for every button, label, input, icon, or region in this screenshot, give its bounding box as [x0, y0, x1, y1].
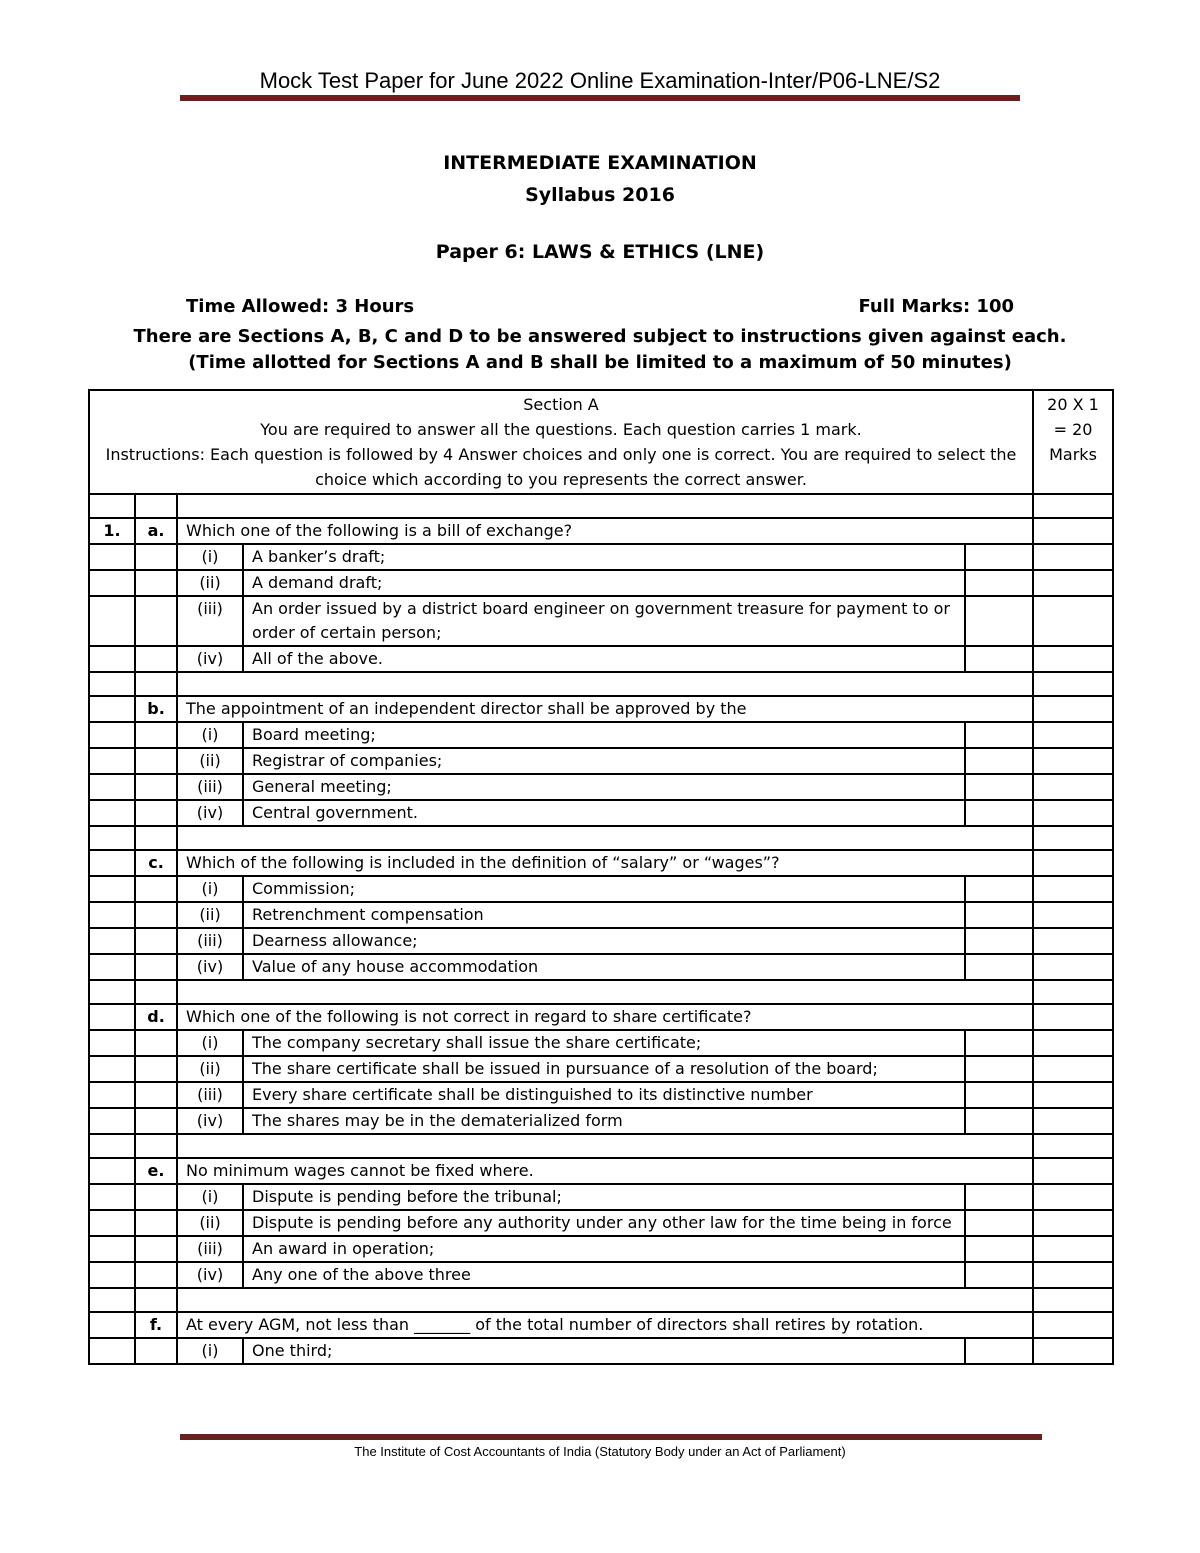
table-cell: [1033, 1288, 1113, 1312]
option-number: (i): [177, 544, 243, 570]
table-cell: [89, 800, 135, 826]
option-text: An award in operation;: [243, 1236, 965, 1262]
table-cell: [177, 672, 1033, 696]
answer-cell: [965, 1262, 1033, 1288]
option-row: [89, 646, 1113, 672]
spacer-row: [89, 826, 1113, 850]
option-text: Commission;: [243, 876, 965, 902]
table-cell: [135, 672, 177, 696]
option-number: (i): [177, 722, 243, 748]
option-row: [89, 1030, 1113, 1056]
question-label: f.: [135, 1312, 177, 1338]
table-cell: [1033, 1056, 1113, 1082]
section-header-row: [89, 390, 1113, 494]
table-cell: [89, 1108, 135, 1134]
option-number: (i): [177, 876, 243, 902]
option-number: (i): [177, 1338, 243, 1364]
table-cell: [135, 1082, 177, 1108]
table-cell: [89, 902, 135, 928]
answer-cell: [965, 596, 1033, 646]
option-text: An order issued by a district board engineer on government treasure for payment to or order of certain person;: [243, 596, 965, 646]
table-cell: [135, 800, 177, 826]
question-table: [88, 389, 1114, 1365]
table-cell: [89, 1338, 135, 1364]
exam-title: INTERMEDIATE EXAMINATION: [443, 152, 757, 174]
table-cell: [89, 544, 135, 570]
footer-text: The Institute of Cost Accountants of India (Statutory Body under an Act of Parliament): [354, 1444, 846, 1459]
question-row: [89, 1312, 1113, 1338]
table-cell: [89, 1056, 135, 1082]
table-cell: [1033, 826, 1113, 850]
table-cell: [1033, 954, 1113, 980]
marks-line1: 20 X 1: [1047, 395, 1099, 414]
table-cell: [1033, 902, 1113, 928]
option-row: [89, 1338, 1113, 1364]
question-text: No minimum wages cannot be fixed where.: [177, 1158, 1033, 1184]
table-cell: [135, 1134, 177, 1158]
option-number: (iv): [177, 954, 243, 980]
table-cell: [1033, 646, 1113, 672]
option-number: (iv): [177, 1262, 243, 1288]
option-text: Every share certificate shall be distinguished to its distinctive number: [243, 1082, 965, 1108]
option-number: (iii): [177, 1082, 243, 1108]
table-cell: [1033, 722, 1113, 748]
table-cell: [1033, 1184, 1113, 1210]
answer-cell: [965, 1082, 1033, 1108]
section-line2: Instructions: Each question is followed by 4 Answer choices and only one is correct. You are required to select the choice which according to you represents the correct answer.: [105, 445, 1017, 489]
section-line1: You are required to answer all the questions. Each question carries 1 mark.: [260, 420, 862, 439]
spacer-row: [89, 672, 1113, 696]
spacer-row: [89, 1288, 1113, 1312]
option-text: Any one of the above three: [243, 1262, 965, 1288]
question-number: [89, 1004, 135, 1030]
table-cell: [89, 1210, 135, 1236]
option-row: [89, 800, 1113, 826]
table-cell: [89, 1288, 135, 1312]
option-text: Board meeting;: [243, 722, 965, 748]
table-cell: [135, 774, 177, 800]
table-cell: [89, 980, 135, 1004]
table-cell: [89, 876, 135, 902]
option-number: (iv): [177, 800, 243, 826]
table-cell: [89, 1262, 135, 1288]
table-cell: [89, 646, 135, 672]
section-title: Section A: [523, 395, 599, 414]
header-rule: [180, 95, 1020, 101]
answer-cell: [965, 800, 1033, 826]
option-row: [89, 748, 1113, 774]
answer-cell: [965, 722, 1033, 748]
option-number: (ii): [177, 748, 243, 774]
question-number: 1.: [89, 518, 135, 544]
answer-cell: [965, 646, 1033, 672]
option-number: (ii): [177, 1056, 243, 1082]
table-cell: [135, 596, 177, 646]
table-cell: [1033, 494, 1113, 518]
table-cell: [1033, 1210, 1113, 1236]
option-row: [89, 570, 1113, 596]
table-cell: [89, 1030, 135, 1056]
table-cell: [1033, 696, 1113, 722]
table-cell: [89, 1184, 135, 1210]
option-number: (ii): [177, 570, 243, 596]
table-cell: [1033, 1338, 1113, 1364]
table-cell: [135, 1184, 177, 1210]
option-row: [89, 1184, 1113, 1210]
spacer-row: [89, 980, 1113, 1004]
table-cell: [1033, 1030, 1113, 1056]
question-label: b.: [135, 696, 177, 722]
option-number: (i): [177, 1184, 243, 1210]
answer-cell: [965, 1210, 1033, 1236]
question-number: [89, 850, 135, 876]
option-row: [89, 1236, 1113, 1262]
answer-cell: [965, 1184, 1033, 1210]
option-number: (iii): [177, 928, 243, 954]
table-cell: [89, 722, 135, 748]
question-text: At every AGM, not less than _______ of the total number of directors shall retires by rotation.: [177, 1312, 1033, 1338]
option-text: Dearness allowance;: [243, 928, 965, 954]
table-cell: [89, 494, 135, 518]
marks-line3: Marks: [1049, 445, 1097, 464]
table-cell: [1033, 570, 1113, 596]
option-row: [89, 544, 1113, 570]
table-cell: [89, 954, 135, 980]
table-cell: [1033, 544, 1113, 570]
table-cell: [177, 980, 1033, 1004]
table-cell: [135, 876, 177, 902]
table-cell: [177, 494, 1033, 518]
table-cell: [1033, 1004, 1113, 1030]
page-header-title: Mock Test Paper for June 2022 Online Examination-Inter/P06-LNE/S2: [259, 68, 941, 93]
table-cell: [1033, 876, 1113, 902]
spacer-row: [89, 1134, 1113, 1158]
table-cell: [89, 774, 135, 800]
table-cell: [1033, 1108, 1113, 1134]
table-cell: [89, 570, 135, 596]
table-cell: [135, 494, 177, 518]
table-cell: [89, 826, 135, 850]
option-text: A demand draft;: [243, 570, 965, 596]
option-text: General meeting;: [243, 774, 965, 800]
section-instructions: [89, 390, 1033, 494]
table-cell: [135, 570, 177, 596]
option-number: (iii): [177, 1236, 243, 1262]
option-row: [89, 722, 1113, 748]
syllabus-label: Syllabus 2016: [525, 184, 675, 206]
table-cell: [177, 1288, 1033, 1312]
table-cell: [135, 902, 177, 928]
table-cell: [1033, 980, 1113, 1004]
paper-title: Paper 6: LAWS & ETHICS (LNE): [435, 241, 765, 263]
option-row: [89, 1082, 1113, 1108]
option-text: The shares may be in the dematerialized form: [243, 1108, 965, 1134]
table-cell: [135, 826, 177, 850]
option-text: Retrenchment compensation: [243, 902, 965, 928]
option-text: Registrar of companies;: [243, 748, 965, 774]
table-cell: [89, 928, 135, 954]
answer-cell: [965, 902, 1033, 928]
table-cell: [135, 646, 177, 672]
option-text: The company secretary shall issue the share certificate;: [243, 1030, 965, 1056]
table-cell: [1033, 774, 1113, 800]
question-text: The appointment of an independent director shall be approved by the: [177, 696, 1033, 722]
option-row: [89, 1056, 1113, 1082]
question-label: d.: [135, 1004, 177, 1030]
sections-instruction: There are Sections A, B, C and D to be answered subject to instructions given against each.: [133, 326, 1067, 347]
answer-cell: [965, 1030, 1033, 1056]
answer-cell: [965, 774, 1033, 800]
table-cell: [1033, 748, 1113, 774]
option-number: (iii): [177, 774, 243, 800]
time-instruction: (Time allotted for Sections A and B shall be limited to a maximum of 50 minutes): [188, 352, 1012, 373]
question-number: [89, 696, 135, 722]
option-number: (iv): [177, 646, 243, 672]
question-text: Which of the following is included in the definition of “salary” or “wages”?: [177, 850, 1033, 876]
table-cell: [135, 1288, 177, 1312]
table-cell: [135, 722, 177, 748]
option-row: [89, 902, 1113, 928]
question-row: [89, 1004, 1113, 1030]
table-cell: [1033, 1236, 1113, 1262]
table-cell: [135, 928, 177, 954]
table-cell: [1033, 596, 1113, 646]
marks-line2: = 20: [1053, 420, 1093, 439]
option-row: [89, 1210, 1113, 1236]
table-cell: [135, 1236, 177, 1262]
option-text: A banker’s draft;: [243, 544, 965, 570]
table-cell: [135, 748, 177, 774]
option-text: Value of any house accommodation: [243, 954, 965, 980]
table-cell: [1033, 1312, 1113, 1338]
question-row: [89, 518, 1113, 544]
option-text: Central government.: [243, 800, 965, 826]
question-row: [89, 850, 1113, 876]
time-allowed: Time Allowed: 3 Hours: [186, 296, 415, 317]
question-text: Which one of the following is a bill of exchange?: [177, 518, 1033, 544]
table-cell: [135, 1262, 177, 1288]
table-cell: [1033, 800, 1113, 826]
question-row: [89, 1158, 1113, 1184]
option-text: One third;: [243, 1338, 965, 1364]
option-text: Dispute is pending before the tribunal;: [243, 1184, 965, 1210]
table-cell: [89, 1082, 135, 1108]
option-row: [89, 596, 1113, 646]
full-marks: Full Marks: 100: [858, 296, 1014, 317]
table-cell: [1033, 672, 1113, 696]
table-cell: [89, 748, 135, 774]
answer-cell: [965, 876, 1033, 902]
option-number: (ii): [177, 902, 243, 928]
table-cell: [89, 1134, 135, 1158]
table-cell: [135, 1030, 177, 1056]
table-cell: [1033, 850, 1113, 876]
spacer-row: [89, 494, 1113, 518]
question-row: [89, 696, 1113, 722]
table-cell: [1033, 1082, 1113, 1108]
table-cell: [1033, 928, 1113, 954]
option-text: All of the above.: [243, 646, 965, 672]
table-cell: [89, 672, 135, 696]
option-number: (iv): [177, 1108, 243, 1134]
table-cell: [1033, 1262, 1113, 1288]
question-label: a.: [135, 518, 177, 544]
option-row: [89, 1108, 1113, 1134]
footer-rule: [180, 1434, 1042, 1440]
table-cell: [177, 826, 1033, 850]
question-text: Which one of the following is not correct in regard to share certificate?: [177, 1004, 1033, 1030]
table-cell: [89, 596, 135, 646]
table-cell: [135, 1210, 177, 1236]
question-label: e.: [135, 1158, 177, 1184]
option-row: [89, 774, 1113, 800]
option-number: (ii): [177, 1210, 243, 1236]
option-text: The share certificate shall be issued in pursuance of a resolution of the board;: [243, 1056, 965, 1082]
option-number: (iii): [177, 596, 243, 646]
option-number: (i): [177, 1030, 243, 1056]
answer-cell: [965, 928, 1033, 954]
table-cell: [89, 1236, 135, 1262]
question-number: [89, 1312, 135, 1338]
option-row: [89, 928, 1113, 954]
table-cell: [135, 980, 177, 1004]
answer-cell: [965, 1338, 1033, 1364]
answer-cell: [965, 544, 1033, 570]
section-marks: [1033, 390, 1113, 494]
question-label: c.: [135, 850, 177, 876]
table-cell: [135, 1108, 177, 1134]
option-row: [89, 876, 1113, 902]
option-text: Dispute is pending before any authority under any other law for the time being in force: [243, 1210, 965, 1236]
answer-cell: [965, 748, 1033, 774]
answer-cell: [965, 570, 1033, 596]
answer-cell: [965, 954, 1033, 980]
table-cell: [135, 954, 177, 980]
table-cell: [135, 544, 177, 570]
question-number: [89, 1158, 135, 1184]
option-row: [89, 954, 1113, 980]
table-cell: [135, 1338, 177, 1364]
table-cell: [177, 1134, 1033, 1158]
table-cell: [1033, 518, 1113, 544]
option-row: [89, 1262, 1113, 1288]
table-cell: [135, 1056, 177, 1082]
answer-cell: [965, 1236, 1033, 1262]
answer-cell: [965, 1108, 1033, 1134]
answer-cell: [965, 1056, 1033, 1082]
table-cell: [1033, 1134, 1113, 1158]
table-cell: [1033, 1158, 1113, 1184]
